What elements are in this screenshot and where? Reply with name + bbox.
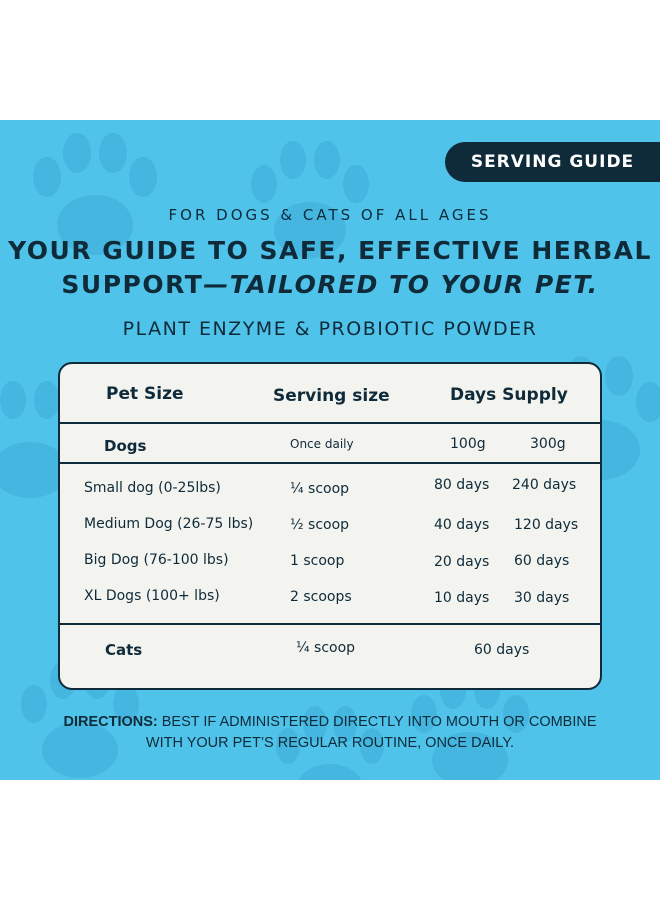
directions-text-line-2: WITH YOUR PET’S REGULAR ROUTINE, ONCE DAILY.: [145, 735, 515, 751]
dogs-size-a: 100g: [450, 436, 486, 452]
header-days-supply: Days Supply: [450, 385, 568, 405]
table-row-days-b: 240 days: [512, 477, 577, 493]
product-name: PLANT ENZYME & PROBIOTIC POWDER: [122, 318, 538, 340]
directions-text-line-1: BEST IF ADMINISTERED DIRECTLY INTO MOUTH OR COMBINE: [157, 714, 597, 730]
table-row-days-b: 120 days: [514, 517, 579, 533]
dogs-frequency: Once daily: [290, 437, 354, 451]
table-rule: [60, 623, 600, 625]
dogs-size-b: 300g: [530, 436, 566, 452]
table-row-serving: ½ scoop: [290, 517, 350, 533]
table-rule: [60, 422, 600, 424]
table-row-days-a: 40 days: [434, 517, 490, 533]
table-row-pet: XL Dogs (100+ lbs): [84, 588, 220, 604]
header-serving-size: Serving size: [273, 386, 390, 406]
table-row-pet: Small dog (0-25lbs): [84, 480, 221, 496]
cats-serving: ¼ scoop: [296, 640, 356, 656]
headline-line-2-tail: —TAILORED TO YOUR PET.: [203, 270, 599, 299]
cats-label: Cats: [105, 641, 143, 659]
serving-table: [58, 362, 602, 690]
directions-label: DIRECTIONS:: [63, 714, 158, 730]
serving-guide-badge: SERVING GUIDE: [445, 142, 660, 182]
cats-days: 60 days: [474, 642, 530, 658]
table-row-pet: Big Dog (76-100 lbs): [84, 552, 229, 568]
table-rule: [60, 462, 600, 464]
table-row-days-a: 10 days: [434, 590, 490, 606]
header-pet-size: Pet Size: [106, 384, 184, 404]
table-row-days-a: 20 days: [434, 554, 490, 570]
headline-line-2-start: SUPPORT: [61, 270, 204, 299]
headline-line-2: [0, 268, 660, 302]
table-row-pet: Medium Dog (26-75 lbs): [84, 516, 254, 532]
audience-eyebrow: FOR DOGS & CATS OF ALL AGES: [168, 206, 492, 224]
table-row-serving: ¼ scoop: [290, 481, 350, 497]
table-row-days-b: 30 days: [514, 590, 570, 606]
table-row-serving: 1 scoop: [290, 553, 345, 569]
headline: [0, 234, 660, 302]
table-row-serving: 2 scoops: [290, 589, 352, 605]
serving-guide-panel: [0, 120, 660, 780]
table-row-days-b: 60 days: [514, 553, 570, 569]
directions: [20, 712, 640, 754]
dogs-label: Dogs: [104, 437, 147, 455]
table-row-days-a: 80 days: [434, 477, 490, 493]
headline-line-1: YOUR GUIDE TO SAFE, EFFECTIVE HERBAL: [8, 236, 652, 265]
